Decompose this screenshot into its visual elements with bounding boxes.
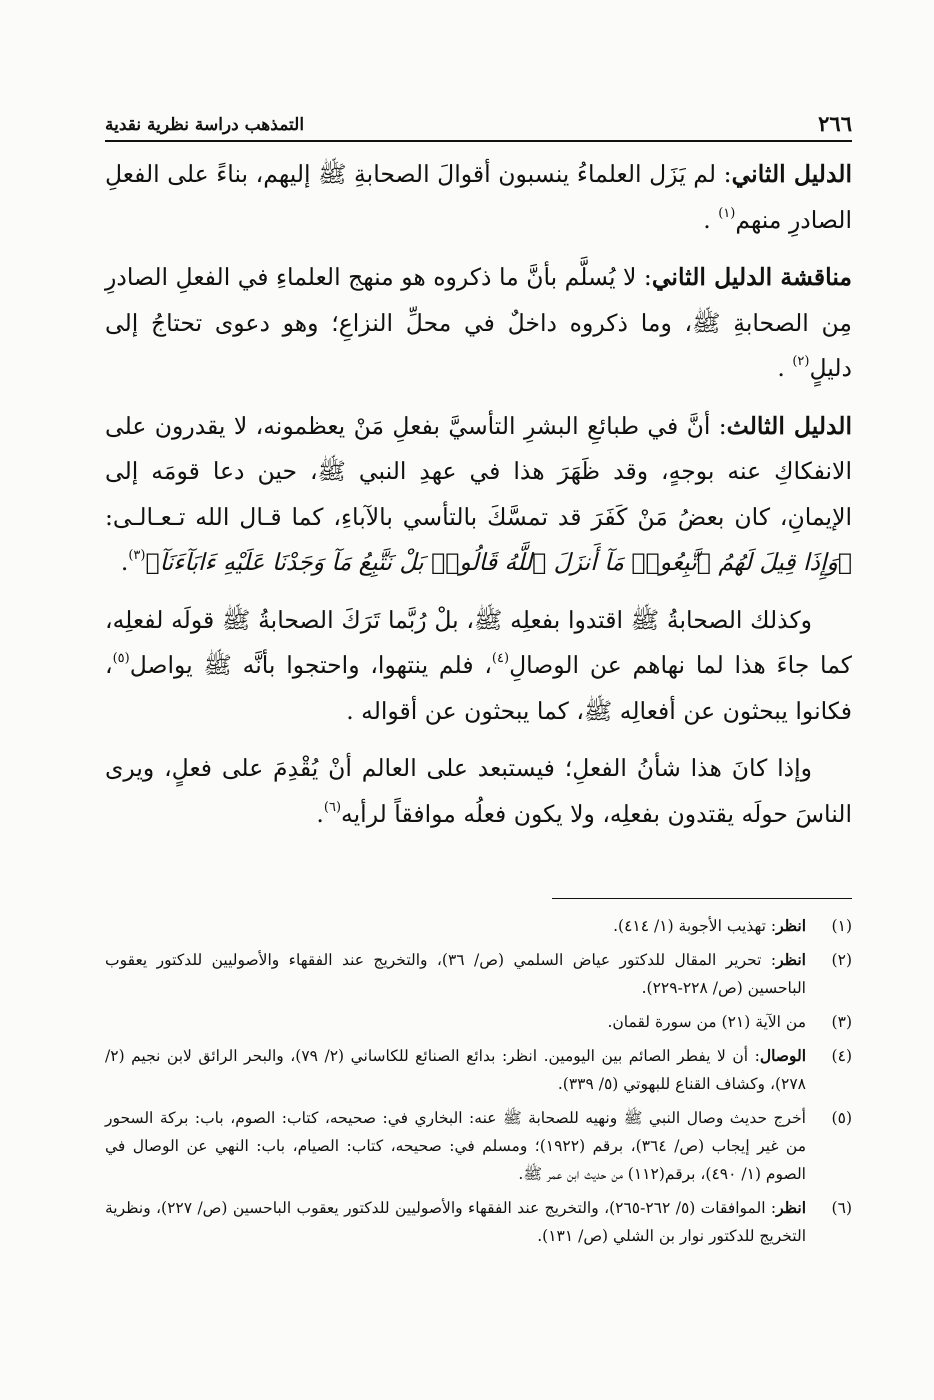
footnote-keyword: انظر xyxy=(776,950,806,969)
footnote-ref: (٣) xyxy=(128,548,146,564)
footnote-keyword: انظر xyxy=(776,1198,807,1217)
footnote-number: (٤) xyxy=(831,1047,852,1065)
paragraph-companions xyxy=(105,598,852,735)
footnote-keyword: الوصال xyxy=(759,1046,806,1065)
footnote-body: : تحرير المقال للدكتور عياض السلمي (ص/ ٣٦)، والتخريج عند الفقهاء والأصوليين للدكتور يعقوب الباحسين (ص/ ٢٢٨-٢٢٩). xyxy=(105,951,806,997)
footnote-item xyxy=(105,1104,852,1188)
paragraph-end: ، فكانوا يبحثون عن أفعالِه ﷺ، كما يبحثون عن أقواله . xyxy=(105,651,852,725)
paragraph-evidence-2 xyxy=(105,152,852,243)
page-header xyxy=(105,98,852,142)
paragraph-text: وإذا كانَ هذا شأنُ الفعلِ؛ فيستبعد على العالم أنْ يُقْدِمَ على فعلٍ، ويرى الناسَ حولَه يقتدون بفعلِه، ولا يكون فعلُه موافقاً لرأيه xyxy=(105,754,852,828)
paragraph-evidence-3 xyxy=(105,404,852,586)
footnote-number: (١) xyxy=(831,917,852,935)
footnote-item xyxy=(105,1008,852,1036)
footnote-ref: (١) xyxy=(718,205,736,221)
main-text xyxy=(105,152,852,849)
footnote-text xyxy=(105,1194,806,1250)
footnote-item xyxy=(105,1194,852,1250)
running-title: التمذهب دراسة نظرية نقدية xyxy=(105,115,305,135)
footnote-text xyxy=(105,1008,806,1036)
footnote-item xyxy=(105,946,852,1002)
paragraph-discussion-evidence-2 xyxy=(105,255,852,392)
footnote-keyword: انظر xyxy=(776,916,806,935)
footnote-body: أخرج حديث وصال النبي ﷺ ونهيه للصحابة ﷺ عنه: البخاري في: صحيحه، كتاب: الصوم، باب: بركة السحور من غير إيجاب (ص/ ٣٦٤)، برقم (١٩٢٢)؛ ومسلم في: صحيحه، كتاب: الصيام، باب: النهي عن الوصال في الصوم (١/ ٤٩٠)، برقم(١١٢) من حديث ابن عمر ﷺ. xyxy=(105,1109,807,1183)
paragraph-end: . xyxy=(316,799,324,828)
paragraph-label: الدليل الثالث xyxy=(726,411,853,440)
footnotes xyxy=(105,912,852,1256)
footnote-divider xyxy=(552,898,852,899)
footnote-number: (٥) xyxy=(831,1109,852,1127)
footnote-text xyxy=(105,1042,806,1098)
quran-verse: ﴿وَإِذَا قِيلَ لَهُمُ ٱتَّبِعُوا۟ مَآ أَنزَلَ ٱللَّهُ قَالُوا۟ بَلْ نَتَّبِعُ مَآ وَجَدْنَا عَلَيْهِ ءَابَآءَنَآ﴾ xyxy=(145,548,852,576)
paragraph-text: : لم يَزَل العلماءُ ينسبون أقوالَ الصحابةِ ﷺ إليهم، بناءً على الفعلِ الصادرِ منهم xyxy=(105,160,852,234)
paragraph-end: . xyxy=(703,205,719,234)
paragraph-text: : أنَّ في طبائعِ البشرِ التأسيَّ بفعلِ مَنْ يعظمونه، لا يقدرون على الانفكاكِ عنه بوجهٍ، وقد ظَهَرَ هذا في عهدِ النبي ﷺ، حين دعا قومَه إلى الإيمانِ، كان بعضُ مَنْ كَفَرَ قد تمسَّكَ بالتأسي بالآباءِ، كما قـال الله تـعـالـى: xyxy=(105,411,852,531)
footnote-ref: (٢) xyxy=(792,354,810,370)
footnote-body: من الآية (٢١) من سورة لقمان. xyxy=(607,1013,806,1031)
paragraph-label: مناقشة الدليل الثاني xyxy=(651,263,852,291)
paragraph-end: . xyxy=(120,548,129,576)
footnote-ref: (٥) xyxy=(112,651,130,667)
footnote-text xyxy=(105,946,806,1002)
footnote-ref: (٤) xyxy=(491,651,510,667)
page-number: ٢٦٦ xyxy=(818,111,852,136)
paragraph-label: الدليل الثاني xyxy=(731,160,852,188)
paragraph-end: . xyxy=(777,354,793,382)
footnote-number: (٦) xyxy=(831,1199,852,1217)
footnote-body: : أن لا يفطر الصائم بين اليومين. انظر: بدائع الصنائع للكاساني (٢/ ٧٩)، والبحر الرائق لابن نجيم (٢/ ٢٧٨)، وكشاف القناع للبهوتي (٥/ ٣٣٩). xyxy=(105,1047,806,1093)
footnote-item xyxy=(105,912,852,940)
footnote-text xyxy=(105,1104,806,1188)
paragraph-text: : لا يُسلَّم بأنَّ ما ذكروه هو منهج العلماءِ في الفعلِ الصادرِ مِن الصحابةِ ﷺ، وما ذكروه داخلٌ في محلِّ النزاعِ؛ وهو دعوى تحتاجُ إلى دليلٍ xyxy=(105,263,852,382)
footnote-number: (٣) xyxy=(831,1013,852,1031)
paragraph-text: وكذلك الصحابةُ ﷺ اقتدوا بفعلِه ﷺ، بلْ رُبَّما تَرَكَ الصحابةُ ﷺ قولَه لفعلِه، كما جاءَ هذا لما نهاهم عن الوصالِ xyxy=(105,605,852,679)
footnote-number: (٢) xyxy=(831,951,852,969)
footnote-body: : الموافقات (٥/ ٢٦٢-٢٦٥)، والتخريج عند الفقهاء والأصوليين للدكتور يعقوب الباحسين (ص/ ٢٢٧)، ونظرية التخريج للدكتور نوار بن الشلي (ص/ ١٣١). xyxy=(105,1199,806,1245)
footnote-body: : تهذيب الأجوبة (١/ ٤١٤). xyxy=(613,917,777,935)
footnote-item xyxy=(105,1042,852,1098)
footnote-ref: (٦) xyxy=(323,799,342,815)
footnote-text xyxy=(105,912,806,940)
paragraph-text-continued: ، فلم ينتهوا، واحتجوا بأنَّه ﷺ يواصل xyxy=(129,651,492,679)
paragraph-conclusion xyxy=(105,746,852,837)
